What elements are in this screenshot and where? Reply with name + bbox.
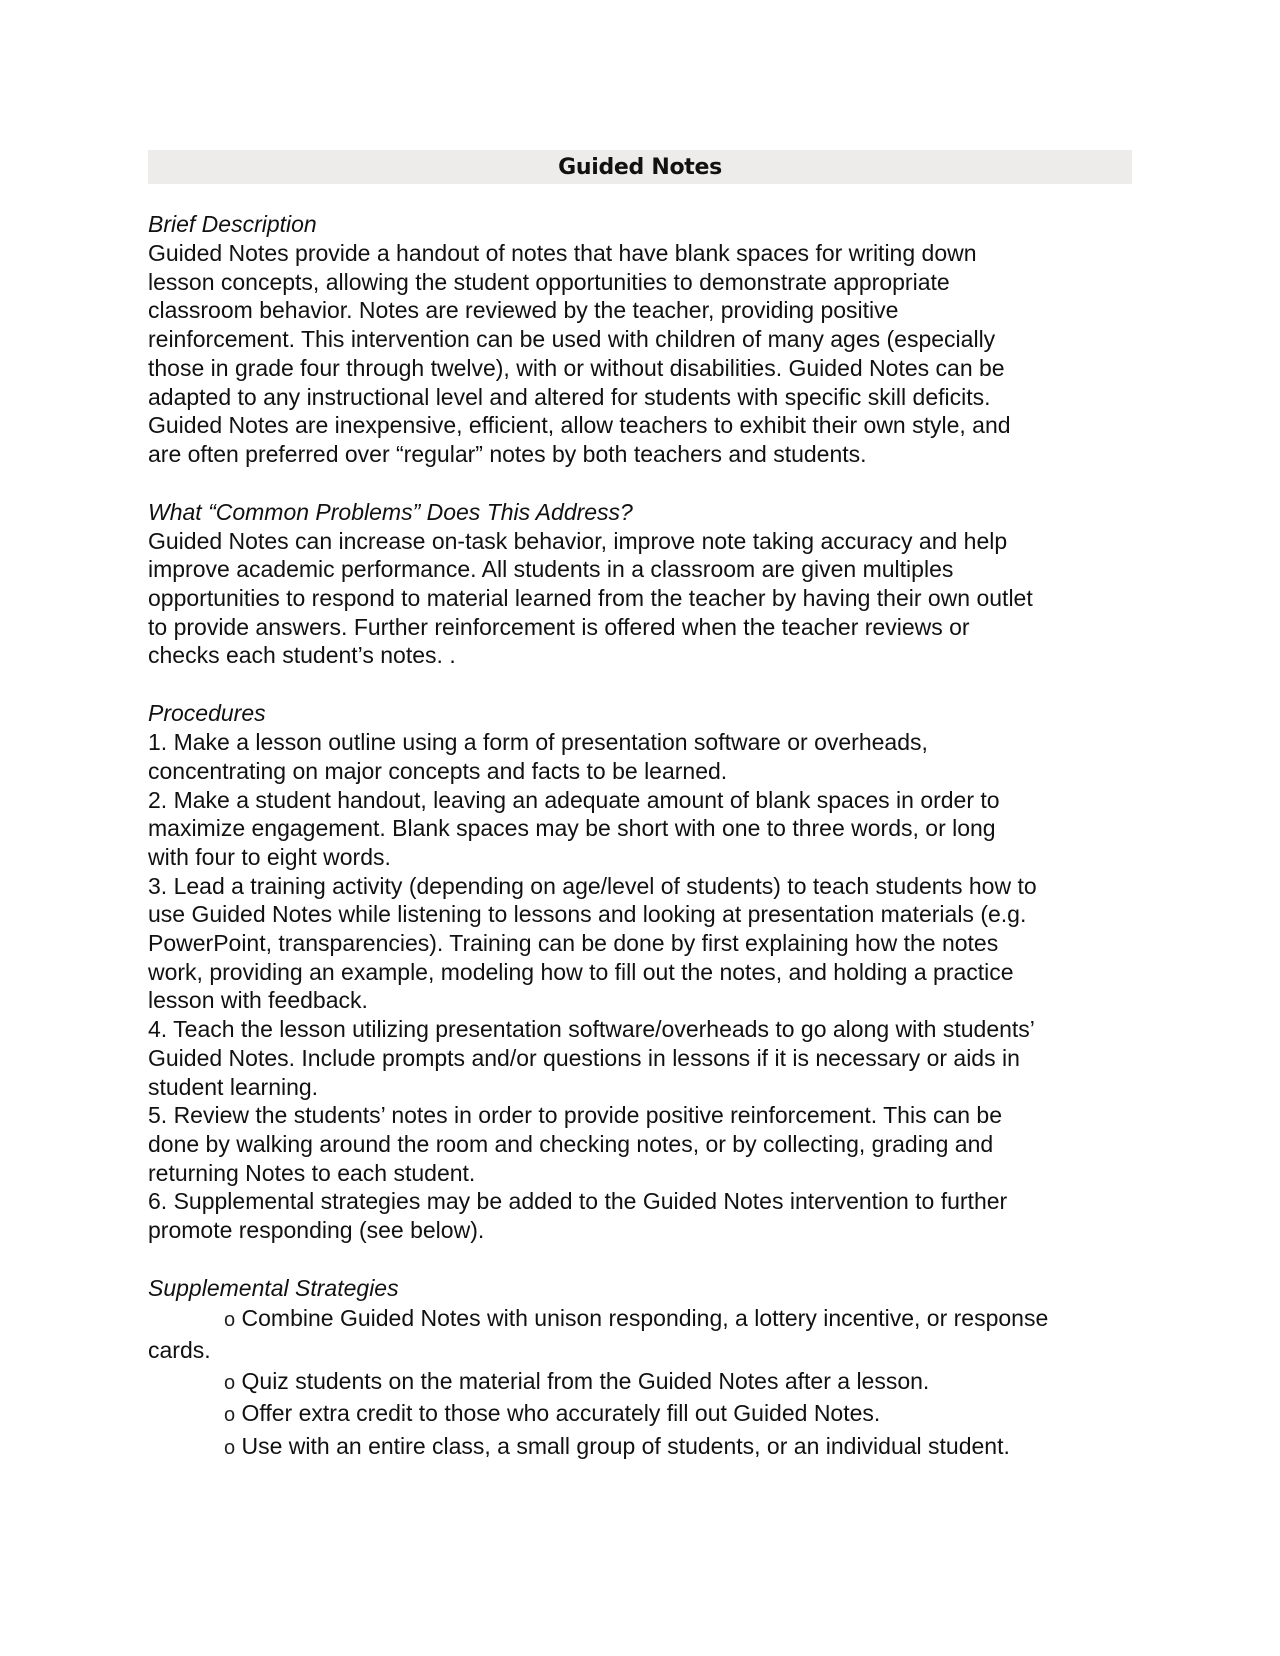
procedure-step: 4. Teach the lesson utilizing presentation software/overheads to go along with students’ Guided Notes. Include prompts and/or questions in lessons if it is necessary or aids in student learning.	[148, 1016, 1035, 1100]
bullet-icon: o	[224, 1371, 236, 1394]
brief-description-section	[148, 210, 1132, 469]
page-title: Guided Notes	[148, 150, 1132, 184]
bullet-icon: o	[224, 1308, 236, 1331]
strategy-item	[148, 1366, 1132, 1399]
common-problems-section	[148, 498, 1132, 671]
procedure-step: 2. Make a student handout, leaving an adequate amount of blank spaces in order to maximize engagement. Blank spaces may be short with one to three words, or long with four to eight words.	[148, 786, 1000, 870]
strategy-text: Quiz students on the material from the Guided Notes after a lesson.	[241, 1367, 930, 1394]
procedure-step: 1. Make a lesson outline using a form of presentation software or overheads, concentrating on major concepts and facts to be learned.	[148, 729, 928, 784]
strategy-text: Use with an entire class, a small group of students, or an individual student.	[241, 1432, 1010, 1459]
section-heading: What “Common Problems” Does This Address?	[148, 498, 633, 525]
section-paragraph: Guided Notes can increase on-task behavior, improve note taking accuracy and help improve academic performance. All students in a classroom are given multiples opportunities to respond to material learned from the teacher by having their own outlet to provide answers. Further reinforcement is offered when the teacher reviews or checks each student’s notes. .	[148, 527, 1033, 669]
bullet-icon: o	[224, 1436, 236, 1459]
strategy-item	[148, 1303, 1132, 1366]
document-page	[148, 150, 1132, 1463]
strategy-text: Offer extra credit to those who accurately fill out Guided Notes.	[241, 1400, 881, 1427]
strategy-text: Combine Guided Notes with unison responding, a lottery incentive, or response cards.	[148, 1304, 1049, 1364]
strategy-item	[148, 1398, 1132, 1431]
section-heading: Procedures	[148, 700, 266, 727]
procedures-section	[148, 699, 1132, 1245]
procedure-step: 3. Lead a training activity (depending on age/level of students) to teach students how to use Guided Notes while listening to lessons and looking at presentation materials (e.g. PowerPoint, transparencies). Training can be done by first explaining how the notes work, providing an example, modeling how to fill out the notes, and holding a practice lesson with feedback.	[148, 872, 1037, 1014]
strategy-item	[148, 1431, 1132, 1464]
bullet-icon: o	[224, 1404, 236, 1427]
section-heading: Supplemental Strategies	[148, 1274, 399, 1301]
section-heading: Brief Description	[148, 211, 317, 237]
section-paragraph: Guided Notes provide a handout of notes that have blank spaces for writing down lesson concepts, allowing the student opportunities to demonstrate appropriate classroom behavior. Notes are reviewed by the teacher, providing positive reinforcement. This intervention can be used with children of many ages (especially those in grade four through twelve), with or without disabilities. Guided Notes can be adapted to any instructional level and altered for students with specific skill deficits. Guided Notes are inexpensive, efficient, allow teachers to exhibit their own style, and are often preferred over “regular” notes by both teachers and students.	[148, 240, 1011, 467]
procedure-step: 6. Supplemental strategies may be added to the Guided Notes intervention to further promote responding (see below).	[148, 1188, 1008, 1244]
procedure-step: 5. Review the students’ notes in order to provide positive reinforcement. This can be done by walking around the room and checking notes, or by collecting, grading and returning Notes to each student.	[148, 1102, 1003, 1186]
supplemental-strategies-section	[148, 1274, 1132, 1464]
